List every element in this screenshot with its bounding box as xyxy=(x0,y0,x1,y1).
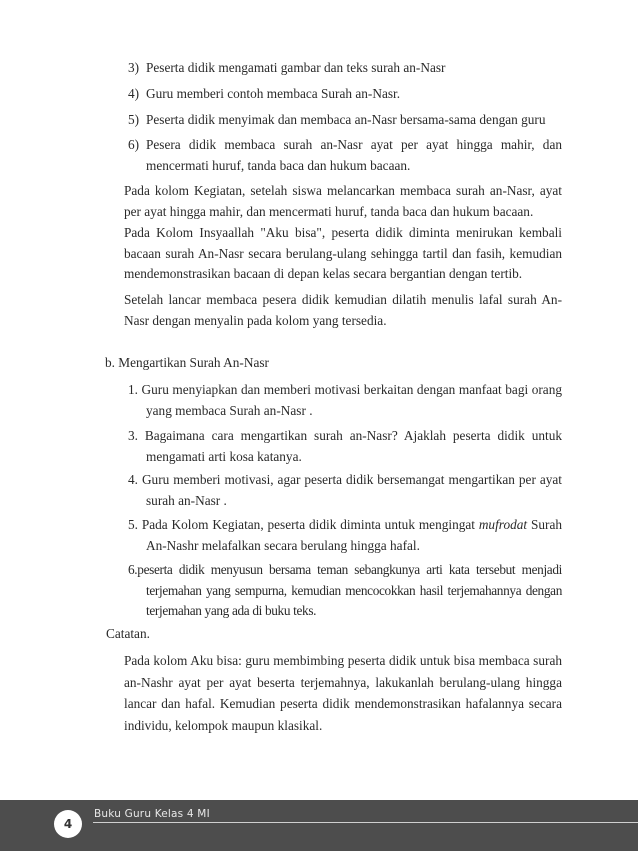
step-text: Peserta didik mengamati gambar dan teks surah an-Nasr xyxy=(146,60,446,75)
list-item xyxy=(128,380,562,421)
page-number: 4 xyxy=(54,810,82,838)
step-item xyxy=(128,84,562,105)
step-text: Peserta didik menyimak dan membaca an-Nasr bersama-sama dengan guru xyxy=(146,112,546,127)
list-item xyxy=(128,470,562,511)
note-heading: Catatan. xyxy=(106,626,150,641)
book-title: Buku Guru Kelas 4 MI xyxy=(94,808,210,820)
list-item-text: 1. Guru menyiapkan dan memberi motivasi berkaitan dengan manfaat bagi orang yang membaca Surah an-Nasr . xyxy=(128,382,562,418)
step-number: 6) xyxy=(128,137,140,152)
note-paragraph: Pada kolom Aku bisa: guru membimbing peserta didik untuk bisa membaca surah an-Nashr ayat per ayat beserta terjemahnya, lakukanlah berulang-ulang hingga lancar dan hafal. Kemudian peserta didik mendemonstrasikan hafalannya secara individu, kelompok maupun klasikal. xyxy=(124,653,562,733)
step-number: 4) xyxy=(128,86,140,101)
footer-divider xyxy=(93,822,638,823)
item-text-start: 5. Pada Kolom Kegiatan, peserta didik diminta untuk mengingat xyxy=(128,517,479,532)
list-item-text: 6.peserta didik menyusun bersama teman sebangkunya arti kata tersebut menjadi terjemahan yang sempurna, kemudian mencocokkan hasil terjemahannya dengan terjemahan yang ada di buku teks. xyxy=(128,562,562,618)
step-item xyxy=(128,110,562,131)
list-item xyxy=(128,426,562,467)
section-heading: b. Mengartikan Surah An-Nasr xyxy=(105,355,269,370)
body-paragraph: Pada Kolom Insyaallah "Aku bisa", peserta didik diminta menirukan kembali bacaan surah An-Nasr secara berulang-ulang sehingga tartil dan fasih, kemudian mendemonstrasikan bacaan di depan kelas secara bergantian dengan tertib. xyxy=(124,225,562,281)
step-text: Pesera didik membaca surah an-Nasr ayat per ayat hingga mahir, dan mencermati huruf, tanda baca dan hukum bacaan. xyxy=(146,137,562,173)
step-number: 5) xyxy=(128,112,140,127)
step-item xyxy=(128,58,562,79)
list-item-text: 3. Bagaimana cara mengartikan surah an-Nasr? Ajaklah peserta didik untuk mengamati arti kosa katanya. xyxy=(128,428,562,464)
list-item xyxy=(128,560,562,622)
body-paragraph: Pada kolom Kegiatan, setelah siswa melancarkan membaca surah an-Nasr, ayat per ayat hingga mahir, dan mencermati huruf, tanda baca dan hukum bacaan. xyxy=(124,183,562,219)
list-item xyxy=(128,515,562,556)
list-item-text xyxy=(128,515,562,556)
item-text-end: Surah An-Nashr melafalkan secara berulang hingga hafal. xyxy=(146,517,562,553)
list-item-text: 4. Guru memberi motivasi, agar peserta didik bersemangat mengartikan per ayat surah an-Nasr . xyxy=(128,472,562,508)
step-item xyxy=(128,135,562,176)
step-text: Guru memberi contoh membaca Surah an-Nasr. xyxy=(146,86,401,101)
body-paragraph: Setelah lancar membaca pesera didik kemudian dilatih menulis lafal surah An-Nasr dengan menyalin pada kolom yang tersedia. xyxy=(124,292,562,328)
step-number: 3) xyxy=(128,60,140,75)
italic-term: mufrodat xyxy=(478,517,528,532)
